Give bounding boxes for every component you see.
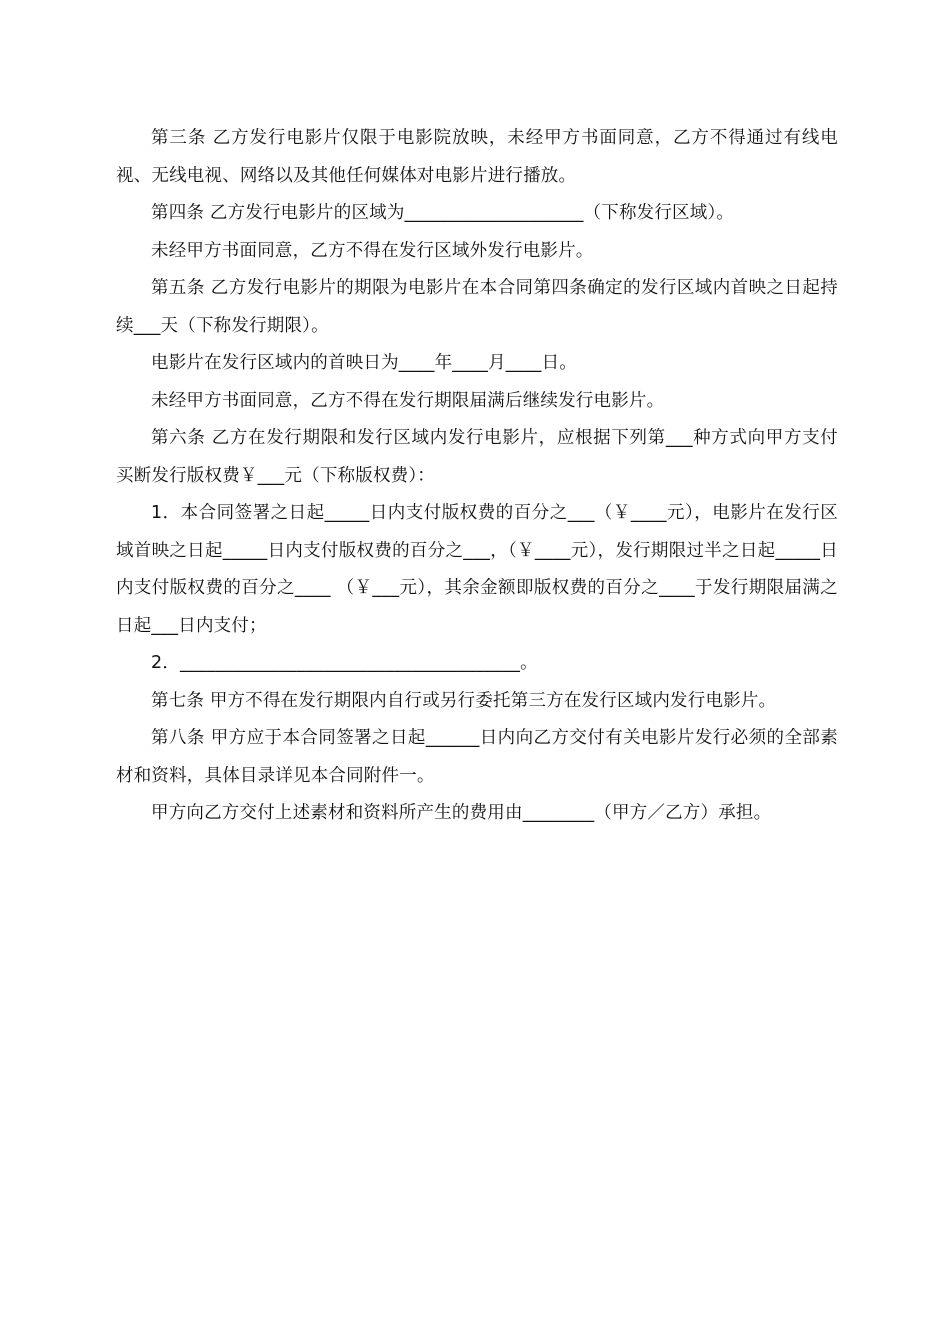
paragraph-article-5: 第五条 乙方发行电影片的期限为电影片在本合同第四条确定的发行区域内首映之日起持续___天（下称发行期限）。	[116, 278, 838, 336]
paragraph-article-6: 第六条 乙方在发行期限和发行区域内发行电影片，应根据下列第___种方式向甲方支付买断发行版权费￥___元（下称版权费）：	[116, 428, 838, 486]
paragraph-article-4-restriction: 未经甲方书面同意，乙方不得在发行区域外发行电影片。	[151, 240, 594, 261]
paragraph-article-7: 第七条 甲方不得在发行期限内自行或另行委托第三方在发行区域内发行电影片。	[151, 690, 777, 711]
paragraph-article-4: 第四条 乙方发行电影片的区域为____________________（下称发行区域）。	[151, 203, 735, 223]
paragraph-article-5-restriction: 未经甲方书面同意，乙方不得在发行期限届满后继续发行电影片。	[151, 390, 665, 411]
paragraph-payment-option-2: 2．______________________________________。	[151, 653, 538, 673]
paragraph-article-3: 第三条 乙方发行电影片仅限于电影院放映，未经甲方书面同意，乙方不得通过有线电视、无线电视、网络以及其他任何媒体对电影片进行播放。	[116, 128, 838, 186]
paragraph-payment-option-1: 1．本合同签署之日起_____日内支付版权费的百分之___（￥____元），电影片在发行区域首映之日起_____日内支付版权费的百分之___，（￥____元），发行期限过半之日起_____日内支付版权费的百分之____ （￥___元），其余金额即版权费的百分之____于发行期限届满之日起___日内支付；	[116, 503, 838, 636]
paragraph-article-8: 第八条 甲方应于本合同签署之日起______日内向乙方交付有关电影片发行必须的全部素材和资料，具体目录详见本合同附件一。	[116, 728, 838, 786]
paragraph-materials-cost: 甲方向乙方交付上述素材和资料所产生的费用由________（甲方／乙方）承担。	[151, 803, 772, 823]
paragraph-premiere-date: 电影片在发行区域内的首映日为____年____月____日。	[151, 353, 577, 373]
